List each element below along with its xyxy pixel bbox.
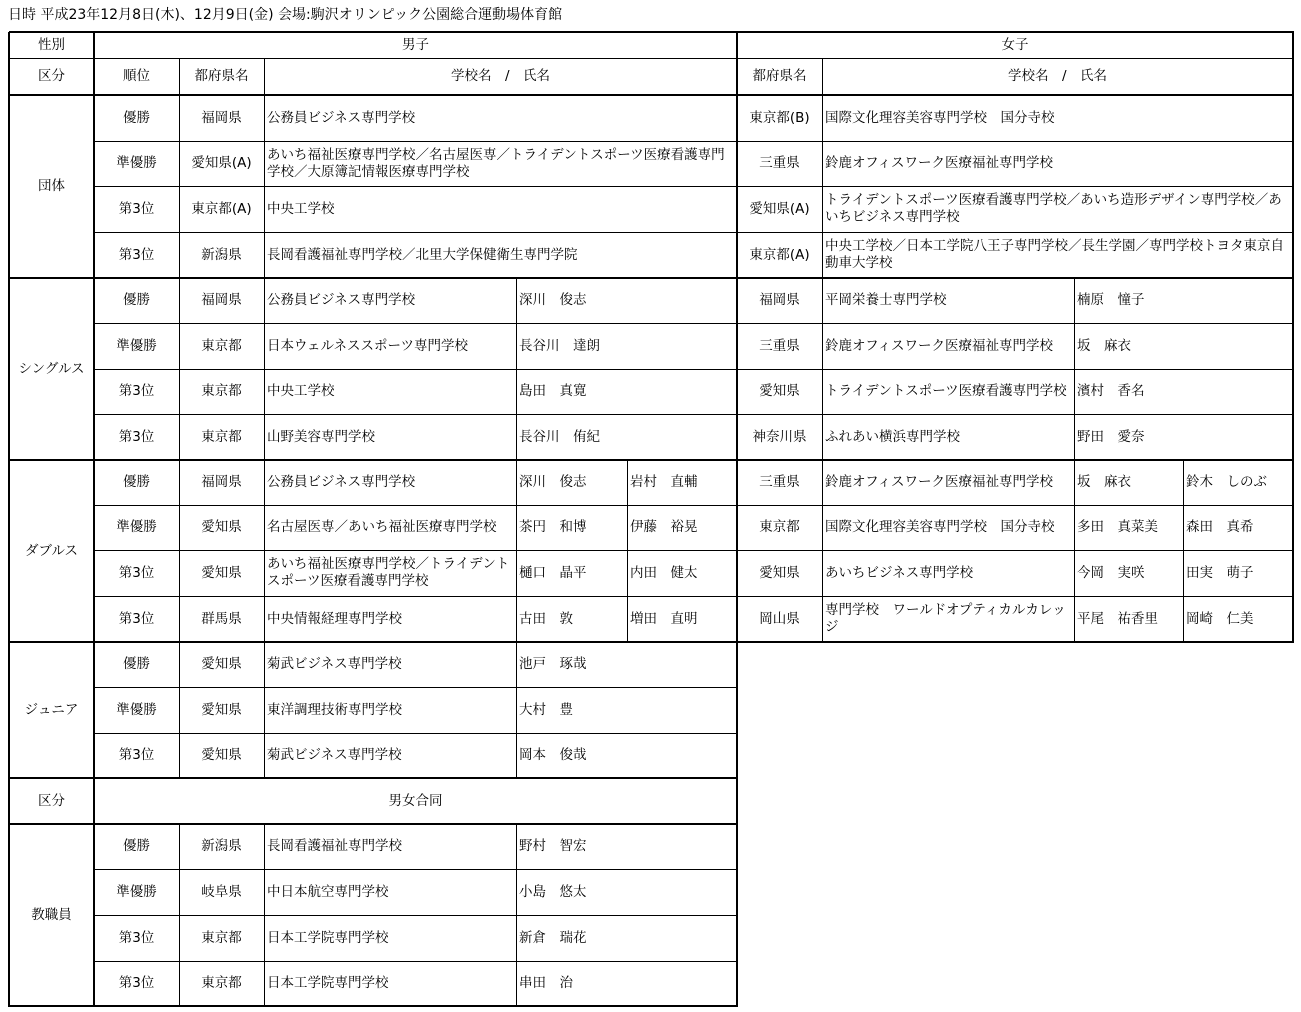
v-rule [822,58,823,643]
category-header: 区分 [38,68,65,84]
prefecture-cell: 東京都 [201,337,242,354]
prefecture-cell: 愛知県 [201,564,242,581]
prefecture-cell-women: 三重県 [759,474,800,490]
h-rule [9,823,738,825]
h-rule [94,915,738,916]
prefecture-cell: 愛知県(A) [191,155,252,171]
h-rule [94,186,1294,187]
school-cell: 中日本航空専門学校 [267,883,389,900]
player-cell: 深川 俊志 [519,292,587,308]
prefecture-cell-women: 愛知県(A) [749,200,810,217]
h-rule [9,58,1294,59]
rank-cell: 第3位 [118,564,155,581]
school-cell: 中央情報経理専門学校 [267,610,402,627]
school-name-header-women: 学校名 / 氏名 [1007,68,1108,84]
school-cell-women: 中央工学校／日本工学院八王子専門学校／長生学園／専門学校トヨタ東京自動車大学校 [825,238,1284,271]
player-cell: 岡本 俊哉 [519,747,587,763]
player-cell: 岩村 直輔 [630,474,698,490]
prefecture-cell: 群馬県 [201,610,242,627]
table-right-border [1292,32,1294,643]
prefecture-cell-women: 東京都(A) [749,246,810,263]
rank-cell: 第3位 [118,200,155,217]
men-header: 男子 [402,36,429,53]
player-cell: 新倉 瑞花 [519,929,587,946]
school-cell-women: 鈴鹿オフィスワーク医療福祉専門学校 [825,474,1054,490]
rank-cell: 第3位 [118,975,155,991]
v-rule [264,58,265,779]
player-cell: 伊藤 裕晃 [630,519,698,535]
player-cell-women: 田実 萌子 [1186,564,1254,581]
rank-cell: 第3位 [118,929,155,946]
prefecture-cell: 東京都 [201,929,242,946]
prefecture-cell: 愛知県 [201,656,242,672]
rank-cell: 準優勝 [116,337,157,354]
rank-cell: 優勝 [123,292,150,308]
table-left-border [8,32,10,1007]
section-label-doubles: ダブルス [24,542,79,559]
rank-cell: 準優勝 [116,883,157,900]
player-cell-women: 森田 真希 [1186,519,1254,535]
v-rule [264,824,265,1007]
school-cell: 中央工学校 [267,383,335,399]
h-rule [94,369,1294,370]
v-rule [1183,460,1184,643]
school-cell-women: 国際文化理容美容専門学校 国分寺校 [825,109,1055,126]
h-rule [9,94,1294,96]
player-cell: 大村 豊 [519,701,573,718]
v-rule [179,58,180,779]
prefecture-cell: 福岡県 [201,292,242,308]
h-rule [94,596,1294,597]
h-rule [94,141,1294,142]
prefecture-cell-women: 東京都(B) [749,109,810,126]
school-cell: 菊武ビジネス専門学校 [267,656,402,672]
player-cell: 小島 悠太 [519,883,587,900]
school-cell: 菊武ビジネス専門学校 [267,747,402,763]
school-cell: 山野美容専門学校 [267,428,375,445]
h-rule [94,733,738,734]
h-rule [9,277,1294,279]
h-rule [94,869,738,870]
gender-header: 性別 [38,36,65,53]
combined-header: 男女合同 [388,792,443,809]
school-cell: 中央工学校 [267,200,335,217]
v-rule [516,278,517,779]
player-cell: 串田 治 [519,975,573,991]
h-rule [94,505,1294,506]
player-cell: 内田 健太 [630,564,698,581]
player-cell: 長谷川 侑紀 [519,428,600,445]
section-label-staff: 教職員 [31,906,72,923]
school-cell-women: 鈴鹿オフィスワーク医療福祉専門学校 [825,155,1054,171]
rank-cell: 優勝 [123,838,150,854]
player-cell: 増田 直明 [630,610,698,627]
player-cell-women: 平尾 祐香里 [1077,610,1158,627]
school-cell-women: 国際文化理容美容専門学校 国分寺校 [825,519,1055,535]
rank-cell: 準優勝 [116,519,157,535]
rank-cell: 第3位 [118,246,155,263]
school-cell-women: あいちビジネス専門学校 [825,564,974,581]
school-name-header: 学校名 / 氏名 [450,68,551,84]
school-cell-women: 平岡栄養士専門学校 [825,292,947,308]
prefecture-cell: 東京都 [201,383,242,399]
prefecture-cell: 新潟県 [201,838,242,854]
prefecture-cell: 愛知県 [201,747,242,763]
rank-cell: 優勝 [123,656,150,672]
rank-cell: 第3位 [118,747,155,763]
player-cell: 樋口 晶平 [519,564,587,581]
rank-cell: 第3位 [118,610,155,627]
player-cell: 島田 真寛 [519,383,587,399]
rank-cell: 第3位 [118,428,155,445]
rank-cell: 準優勝 [116,155,157,171]
player-cell-women: 楠原 憧子 [1077,292,1145,308]
school-cell: 公務員ビジネス専門学校 [267,474,416,490]
school-cell: 公務員ビジネス専門学校 [267,292,416,308]
prefecture-cell-women: 三重県 [759,337,800,354]
school-cell: 長岡看護福祉専門学校 [267,838,402,854]
school-cell: あいち福祉医療専門学校／トライデントスポーツ医療看護専門学校 [267,556,510,589]
player-cell-women: 野田 愛奈 [1077,428,1145,445]
player-cell: 茶円 和博 [519,519,587,535]
prefecture-header-women: 都府県名 [752,68,807,84]
h-rule [94,961,738,962]
school-cell-women: トライデントスポーツ医療看護専門学校／あいち造形デザイン専門学校／あいちビジネス専門学校 [825,192,1282,225]
school-cell: 公務員ビジネス専門学校 [267,109,416,126]
v-rule [1074,278,1075,643]
school-cell: 日本工学院専門学校 [267,929,389,946]
v-rule [179,824,180,1007]
school-cell: あいち福祉医療専門学校／名古屋医専／トライデントスポーツ医療看護専門学校／大原簿記情報医療専門学校 [267,146,725,180]
player-cell-women: 今岡 実咲 [1077,564,1145,581]
school-cell-women: 専門学校 ワールドオプティカルカレッジ [825,602,1066,635]
table-top-border [9,31,1294,33]
event-info: 日時 平成23年12月8日(木)、12月9日(金) 会場:駒沢オリンピック公園総合運動場体育館 [8,7,563,23]
player-cell: 深川 俊志 [519,474,587,490]
prefecture-cell-women: 福岡県 [759,292,800,308]
prefecture-cell-women: 東京都 [759,519,800,535]
rank-header: 順位 [123,68,150,84]
prefecture-cell: 愛知県 [201,701,242,718]
h-rule [94,323,1294,324]
prefecture-cell: 福岡県 [201,474,242,490]
player-cell-women: 岡崎 仁美 [1186,610,1254,627]
school-cell: 長岡看護福祉専門学校／北里大学保健衛生専門学院 [267,246,578,263]
h-rule [94,414,1294,415]
v-rule [736,32,738,1007]
rank-cell: 優勝 [123,474,150,490]
prefecture-cell: 福岡県 [201,109,242,126]
player-cell-women: 鈴木 しのぶ [1186,474,1267,490]
v-rule [93,32,95,1007]
h-rule [9,641,1294,643]
school-cell: 名古屋医専／あいち福祉医療専門学校 [267,519,497,535]
h-rule [94,687,738,688]
h-rule [9,777,738,779]
prefecture-cell: 岐阜県 [201,883,242,900]
school-cell: 東洋調理技術専門学校 [267,701,402,718]
h-rule [94,232,1294,233]
section-label-junior: ジュニア [24,701,79,718]
prefecture-cell: 新潟県 [201,246,242,263]
school-cell: 日本工学院専門学校 [267,975,389,991]
player-cell-women: 坂 麻衣 [1077,474,1131,490]
prefecture-cell: 愛知県 [201,519,242,535]
v-rule [516,824,517,1007]
player-cell: 野村 智宏 [519,838,587,854]
player-cell: 池戸 琢哉 [519,656,587,672]
table-bottom-border [9,1005,738,1007]
section-label-team: 団体 [38,178,65,194]
h-rule [94,550,1294,551]
prefecture-cell-women: 愛知県 [759,564,800,581]
player-cell-women: 坂 麻衣 [1077,337,1131,354]
prefecture-cell: 東京都(A) [191,200,252,217]
player-cell: 長谷川 達朗 [519,337,600,354]
prefecture-cell-women: 岡山県 [759,610,800,627]
prefecture-cell: 東京都 [201,428,242,445]
v-rule [627,460,628,643]
player-cell: 古田 敦 [519,610,573,627]
school-cell-women: ふれあい横浜専門学校 [825,428,960,445]
rank-cell: 準優勝 [116,701,157,718]
prefecture-cell-women: 愛知県 [759,383,800,399]
school-cell: 日本ウェルネススポーツ専門学校 [267,337,469,354]
prefecture-cell-women: 三重県 [759,155,800,171]
school-cell-women: 鈴鹿オフィスワーク医療福祉専門学校 [825,337,1054,354]
rank-cell: 第3位 [118,383,155,399]
women-header: 女子 [1001,36,1029,53]
player-cell-women: 濱村 香名 [1077,383,1145,399]
category-header-combined: 区分 [38,792,65,809]
section-label-singles: シングルス [18,360,85,377]
prefecture-cell-women: 神奈川県 [752,428,807,445]
school-cell-women: トライデントスポーツ医療看護専門学校 [825,383,1067,399]
prefecture-header: 都府県名 [194,68,249,84]
player-cell-women: 多田 真菜美 [1077,519,1158,535]
rank-cell: 優勝 [123,109,150,126]
prefecture-cell: 東京都 [201,975,242,991]
h-rule [9,459,1294,461]
